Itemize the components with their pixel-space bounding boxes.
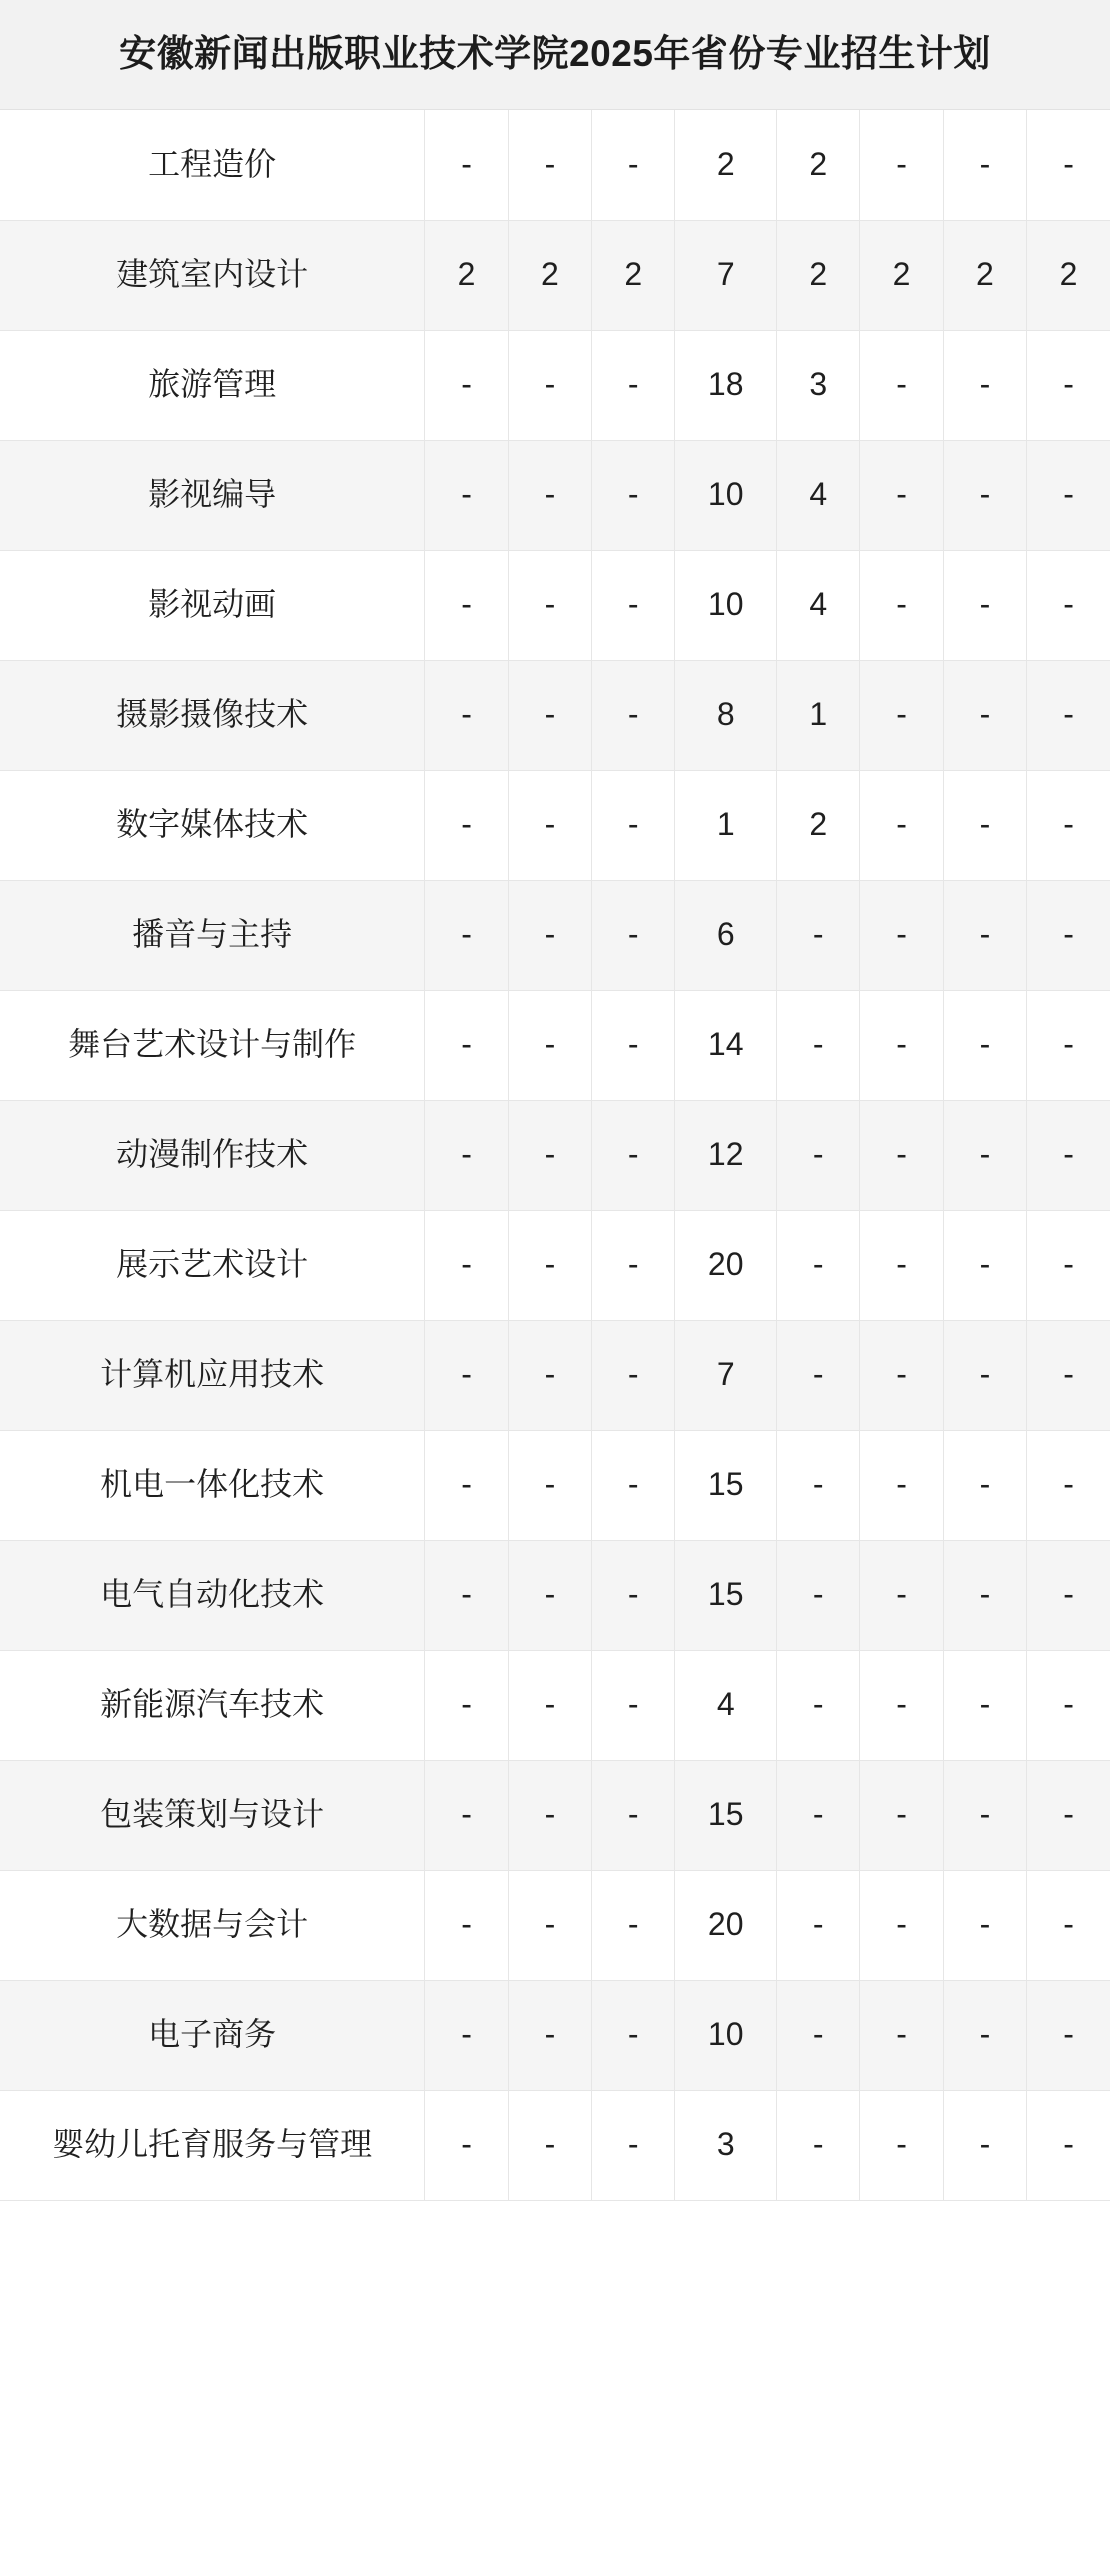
plan-count-cell: - (943, 1100, 1026, 1210)
plan-count-cell: - (425, 440, 508, 550)
plan-count-cell: - (943, 660, 1026, 770)
major-name-text: 展示艺术设计 (116, 1246, 309, 1283)
plan-count-cell: - (592, 880, 675, 990)
plan-count-cell: - (943, 1430, 1026, 1540)
major-name-text: 包装策划与设计 (100, 1796, 325, 1833)
plan-count-cell: - (943, 1650, 1026, 1760)
major-name-text: 动漫制作技术 (116, 1136, 309, 1173)
plan-count-cell: - (777, 1100, 860, 1210)
plan-count-cell: - (860, 1100, 943, 1210)
plan-count-cell: 3 (675, 2090, 777, 2200)
plan-count-cell: 15 (675, 1540, 777, 1650)
table-row (0, 1760, 1110, 1870)
plan-count-cell: - (425, 1210, 508, 1320)
plan-count-cell: 2 (675, 110, 777, 220)
plan-count-cell: - (508, 770, 591, 880)
plan-count-cell: - (425, 990, 508, 1100)
plan-count-cell: - (1027, 770, 1110, 880)
table-row (0, 1870, 1110, 1980)
major-name-cell (0, 1540, 425, 1650)
plan-count-cell: - (508, 440, 591, 550)
major-name-text: 电气自动化技术 (100, 1576, 325, 1613)
plan-count-cell: - (592, 1320, 675, 1430)
table-row (0, 990, 1110, 1100)
plan-count-cell: - (508, 1870, 591, 1980)
plan-count-cell: 4 (777, 550, 860, 660)
plan-count-cell: - (860, 1760, 943, 1870)
major-name-cell (0, 1100, 425, 1210)
plan-count-cell: - (860, 770, 943, 880)
plan-count-cell: 20 (675, 1210, 777, 1320)
plan-count-cell: - (508, 1650, 591, 1760)
plan-count-cell: - (860, 110, 943, 220)
plan-count-cell: - (508, 1320, 591, 1430)
plan-count-cell: - (943, 1210, 1026, 1320)
plan-count-cell: 6 (675, 880, 777, 990)
plan-count-cell: - (860, 660, 943, 770)
major-name-text: 机电一体化技术 (100, 1466, 325, 1503)
plan-count-cell: - (1027, 1320, 1110, 1430)
plan-count-cell: 2 (592, 220, 675, 330)
plan-count-cell: - (1027, 330, 1110, 440)
plan-count-cell: - (425, 550, 508, 660)
table-row (0, 1980, 1110, 2090)
major-name-text: 新能源汽车技术 (100, 1686, 325, 1723)
table-row (0, 660, 1110, 770)
plan-count-cell: - (508, 1540, 591, 1650)
table-body (0, 110, 1110, 2200)
plan-count-cell: 2 (860, 220, 943, 330)
plan-count-cell: - (860, 990, 943, 1100)
plan-count-cell: 7 (675, 220, 777, 330)
plan-count-cell: - (777, 1650, 860, 1760)
table-row (0, 1210, 1110, 1320)
plan-count-cell: - (1027, 1870, 1110, 1980)
plan-count-cell: - (592, 1760, 675, 1870)
plan-count-cell: - (508, 1100, 591, 1210)
plan-count-cell: - (1027, 880, 1110, 990)
plan-count-cell: - (1027, 660, 1110, 770)
plan-count-cell: - (425, 660, 508, 770)
major-name-cell (0, 220, 425, 330)
plan-count-cell: - (860, 440, 943, 550)
plan-count-cell: - (1027, 110, 1110, 220)
plan-count-cell: 2 (943, 220, 1026, 330)
enrollment-plan-table (0, 110, 1110, 2201)
table-row (0, 1650, 1110, 1760)
plan-count-cell: - (425, 1980, 508, 2090)
plan-count-cell: 2 (777, 110, 860, 220)
major-name-text: 旅游管理 (148, 366, 277, 403)
plan-count-cell: - (592, 1100, 675, 1210)
major-name-cell (0, 2090, 425, 2200)
major-name-text: 工程造价 (148, 146, 277, 183)
plan-count-cell: - (592, 110, 675, 220)
major-name-text: 播音与主持 (132, 916, 293, 953)
table-row (0, 440, 1110, 550)
plan-count-cell: - (943, 440, 1026, 550)
major-name-cell (0, 440, 425, 550)
plan-count-cell: - (943, 550, 1026, 660)
plan-count-cell: 1 (675, 770, 777, 880)
plan-count-cell: - (425, 1320, 508, 1430)
plan-count-cell: - (777, 880, 860, 990)
plan-count-cell: 2 (777, 220, 860, 330)
plan-count-cell: - (592, 770, 675, 880)
plan-count-cell: - (508, 110, 591, 220)
table-row (0, 1320, 1110, 1430)
major-name-cell (0, 110, 425, 220)
plan-count-cell: - (425, 880, 508, 990)
plan-count-cell: 2 (508, 220, 591, 330)
plan-count-cell: 2 (777, 770, 860, 880)
plan-count-cell: - (425, 1540, 508, 1650)
plan-count-cell: 4 (675, 1650, 777, 1760)
plan-count-cell: - (777, 990, 860, 1100)
plan-count-cell: 10 (675, 440, 777, 550)
plan-count-cell: - (592, 1210, 675, 1320)
plan-count-cell: - (943, 1870, 1026, 1980)
plan-count-cell: - (860, 1870, 943, 1980)
plan-count-cell: - (425, 1760, 508, 1870)
table-row (0, 880, 1110, 990)
major-name-text: 影视动画 (148, 586, 277, 623)
major-name-cell (0, 1650, 425, 1760)
plan-count-cell: - (592, 550, 675, 660)
major-name-cell (0, 660, 425, 770)
plan-count-cell: - (508, 660, 591, 770)
major-name-text: 计算机应用技术 (100, 1356, 325, 1393)
plan-count-cell: - (592, 2090, 675, 2200)
major-name-cell (0, 550, 425, 660)
plan-count-cell: - (860, 2090, 943, 2200)
plan-count-cell: - (860, 330, 943, 440)
table-row (0, 330, 1110, 440)
major-name-cell (0, 990, 425, 1100)
major-name-cell (0, 880, 425, 990)
plan-count-cell: - (777, 1540, 860, 1650)
plan-count-cell: - (860, 1430, 943, 1540)
plan-count-cell: 15 (675, 1760, 777, 1870)
plan-count-cell: - (943, 990, 1026, 1100)
plan-count-cell: - (777, 1430, 860, 1540)
plan-count-cell: 15 (675, 1430, 777, 1540)
plan-count-cell: 8 (675, 660, 777, 770)
plan-count-cell: - (860, 1980, 943, 2090)
plan-count-cell: 7 (675, 1320, 777, 1430)
plan-count-cell: - (592, 1870, 675, 1980)
plan-count-cell: 1 (777, 660, 860, 770)
plan-count-cell: - (1027, 1210, 1110, 1320)
plan-count-cell: - (508, 550, 591, 660)
plan-count-cell: - (943, 1760, 1026, 1870)
plan-count-cell: 10 (675, 550, 777, 660)
plan-count-cell: - (508, 990, 591, 1100)
major-name-cell (0, 770, 425, 880)
plan-count-cell: - (943, 110, 1026, 220)
plan-count-cell: - (592, 660, 675, 770)
plan-count-cell: - (777, 2090, 860, 2200)
plan-count-cell: - (508, 330, 591, 440)
plan-count-cell: 14 (675, 990, 777, 1100)
plan-count-cell: - (943, 2090, 1026, 2200)
major-name-text: 数字媒体技术 (116, 806, 309, 843)
table-row (0, 1540, 1110, 1650)
plan-count-cell: - (943, 880, 1026, 990)
page-title-bar (0, 0, 1110, 110)
plan-count-cell: - (508, 1210, 591, 1320)
major-name-text: 舞台艺术设计与制作 (68, 1026, 357, 1063)
plan-count-cell: - (508, 1430, 591, 1540)
table-row (0, 1430, 1110, 1540)
table-row (0, 2090, 1110, 2200)
major-name-text: 建筑室内设计 (116, 256, 309, 293)
major-name-cell (0, 1430, 425, 1540)
plan-count-cell: - (592, 1540, 675, 1650)
plan-count-cell: - (425, 2090, 508, 2200)
plan-count-cell: - (508, 2090, 591, 2200)
plan-count-cell: 20 (675, 1870, 777, 1980)
major-name-text: 婴幼儿托育服务与管理 (52, 2126, 373, 2163)
plan-count-cell: 2 (425, 220, 508, 330)
major-name-cell (0, 1320, 425, 1430)
plan-count-cell: - (508, 1760, 591, 1870)
plan-count-cell: - (860, 880, 943, 990)
plan-count-cell: - (1027, 1650, 1110, 1760)
major-name-text: 影视编导 (148, 476, 277, 513)
plan-count-cell: - (943, 1980, 1026, 2090)
plan-count-cell: - (1027, 440, 1110, 550)
plan-count-cell: 4 (777, 440, 860, 550)
plan-count-cell: - (1027, 1100, 1110, 1210)
plan-count-cell: - (1027, 1540, 1110, 1650)
plan-count-cell: 10 (675, 1980, 777, 2090)
plan-count-cell: - (943, 1540, 1026, 1650)
plan-count-cell: - (425, 1430, 508, 1540)
plan-count-cell: - (592, 1980, 675, 2090)
major-name-cell (0, 1870, 425, 1980)
major-name-text: 摄影摄像技术 (116, 696, 309, 733)
major-name-cell (0, 1980, 425, 2090)
plan-count-cell: - (425, 770, 508, 880)
table-row (0, 220, 1110, 330)
plan-count-cell: - (777, 1760, 860, 1870)
plan-count-cell: - (592, 330, 675, 440)
plan-count-cell: - (592, 440, 675, 550)
plan-count-cell: - (508, 1980, 591, 2090)
major-name-text: 大数据与会计 (116, 1906, 309, 1943)
plan-count-cell: - (425, 1870, 508, 1980)
plan-count-cell: - (1027, 1980, 1110, 2090)
major-name-cell (0, 1760, 425, 1870)
plan-count-cell: - (592, 990, 675, 1100)
plan-count-cell: 2 (1027, 220, 1110, 330)
plan-count-cell: - (1027, 1760, 1110, 1870)
plan-count-cell: - (860, 1320, 943, 1430)
plan-count-cell: - (425, 1650, 508, 1760)
plan-count-cell: 12 (675, 1100, 777, 1210)
page-title: 安徽新闻出版职业技术学院2025年省份专业招生计划 (119, 33, 991, 75)
plan-count-cell: - (425, 1100, 508, 1210)
plan-count-cell: - (943, 770, 1026, 880)
plan-count-cell: - (425, 330, 508, 440)
plan-count-cell: - (777, 1320, 860, 1430)
plan-count-cell: 18 (675, 330, 777, 440)
table-row (0, 550, 1110, 660)
plan-count-cell: - (592, 1430, 675, 1540)
plan-count-cell: - (777, 1870, 860, 1980)
table-row (0, 110, 1110, 220)
plan-count-cell: - (1027, 1430, 1110, 1540)
plan-count-cell: - (860, 550, 943, 660)
plan-count-cell: - (1027, 2090, 1110, 2200)
plan-count-cell: - (943, 1320, 1026, 1430)
plan-count-cell: - (860, 1650, 943, 1760)
table-row (0, 770, 1110, 880)
plan-count-cell: - (425, 110, 508, 220)
major-name-cell (0, 330, 425, 440)
plan-count-cell: - (860, 1210, 943, 1320)
major-name-text: 电子商务 (148, 2016, 277, 2053)
plan-count-cell: - (943, 330, 1026, 440)
major-name-cell (0, 1210, 425, 1320)
plan-count-cell: - (508, 880, 591, 990)
plan-count-cell: - (777, 1980, 860, 2090)
plan-count-cell: - (860, 1540, 943, 1650)
plan-count-cell: - (1027, 990, 1110, 1100)
plan-count-cell: - (592, 1650, 675, 1760)
table-row (0, 1100, 1110, 1210)
plan-count-cell: - (1027, 550, 1110, 660)
plan-count-cell: 3 (777, 330, 860, 440)
plan-count-cell: - (777, 1210, 860, 1320)
